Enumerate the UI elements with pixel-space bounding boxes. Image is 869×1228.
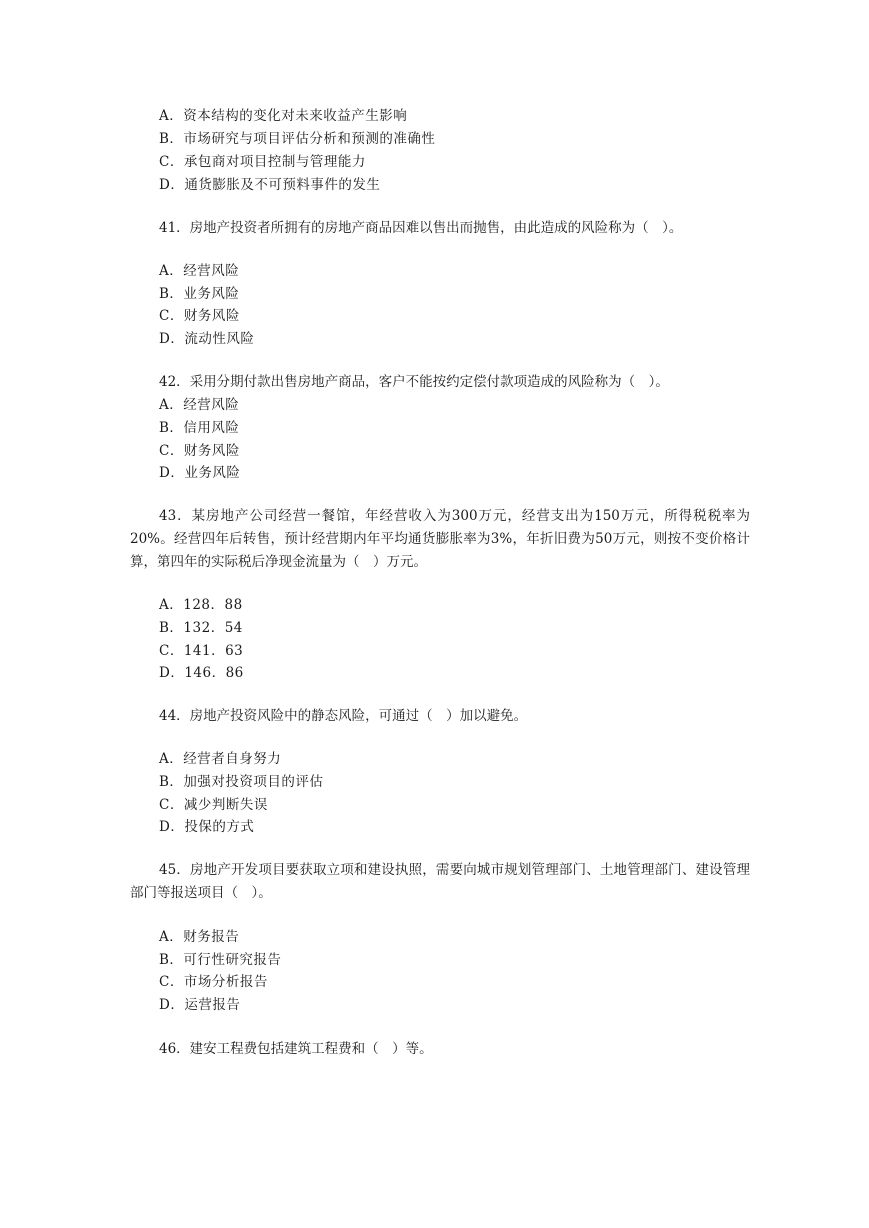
q40-option-a: A．资本结构的变化对未来收益产生影响 xyxy=(159,108,408,124)
q40-option-c: C．承包商对项目控制与管理能力 xyxy=(159,154,366,170)
q43-option-c: C．141．63 xyxy=(159,643,244,659)
q42-option-b: B．信用风险 xyxy=(159,420,240,436)
q41-option-b: B．业务风险 xyxy=(159,286,240,302)
q44-option-d: D．投保的方式 xyxy=(159,819,255,835)
q46-question: 46．建安工程费包括建筑工程费和（ ）等。 xyxy=(159,1041,433,1057)
q45-option-c: C．市场分析报告 xyxy=(159,974,268,990)
q42-option-c: C．财务风险 xyxy=(159,443,240,459)
q45-question: 45．房地产开发项目要获取立项和建设执照，需要向城市规划管理部门、土地管理部门、建设管理部门等报送项目（ ）。 xyxy=(130,862,750,901)
q40-option-d: D．通货膨胀及不可预料事件的发生 xyxy=(159,177,381,193)
q42-question: 42．采用分期付款出售房地产商品，客户不能按约定偿付款项造成的风险称为（ ）。 xyxy=(159,374,669,390)
q43-option-a: A．128．88 xyxy=(159,597,243,613)
q41-question: 41．房地产投资者所拥有的房地产商品因难以售出而抛售，由此造成的风险称为（ ）。 xyxy=(159,220,683,236)
q45-option-d: D．运营报告 xyxy=(159,997,241,1013)
q45-option-a: A．财务报告 xyxy=(159,929,240,945)
q44-option-b: B．加强对投资项目的评估 xyxy=(159,774,324,790)
q44-option-a: A．经营者自身努力 xyxy=(159,751,282,767)
q45-option-b: B．可行性研究报告 xyxy=(159,952,282,968)
q44-option-c: C．减少判断失误 xyxy=(159,797,268,813)
q41-option-d: D．流动性风险 xyxy=(159,331,255,347)
q43-option-d: D．146．86 xyxy=(159,665,244,681)
q40-option-b: B．市场研究与项目评估分析和预测的准确性 xyxy=(159,131,436,147)
q41-option-a: A．经营风险 xyxy=(159,263,240,279)
q43-question: 43．某房地产公司经营一餐馆，年经营收入为300万元，经营支出为150万元，所得税税率为20%。经营四年后转售，预计经营期内年平均通货膨胀率为3%，年折旧费为50万元，则按不变价格计算，第四年的实际税后净现金流量为（ ）万元。 xyxy=(130,508,750,570)
q41-option-c: C．财务风险 xyxy=(159,308,240,324)
q43-option-b: B．132．54 xyxy=(159,620,243,636)
q42-option-d: D．业务风险 xyxy=(159,465,241,481)
q42-option-a: A．经营风险 xyxy=(159,397,240,413)
q44-question: 44．房地产投资风险中的静态风险，可通过（ ）加以避免。 xyxy=(159,708,528,724)
